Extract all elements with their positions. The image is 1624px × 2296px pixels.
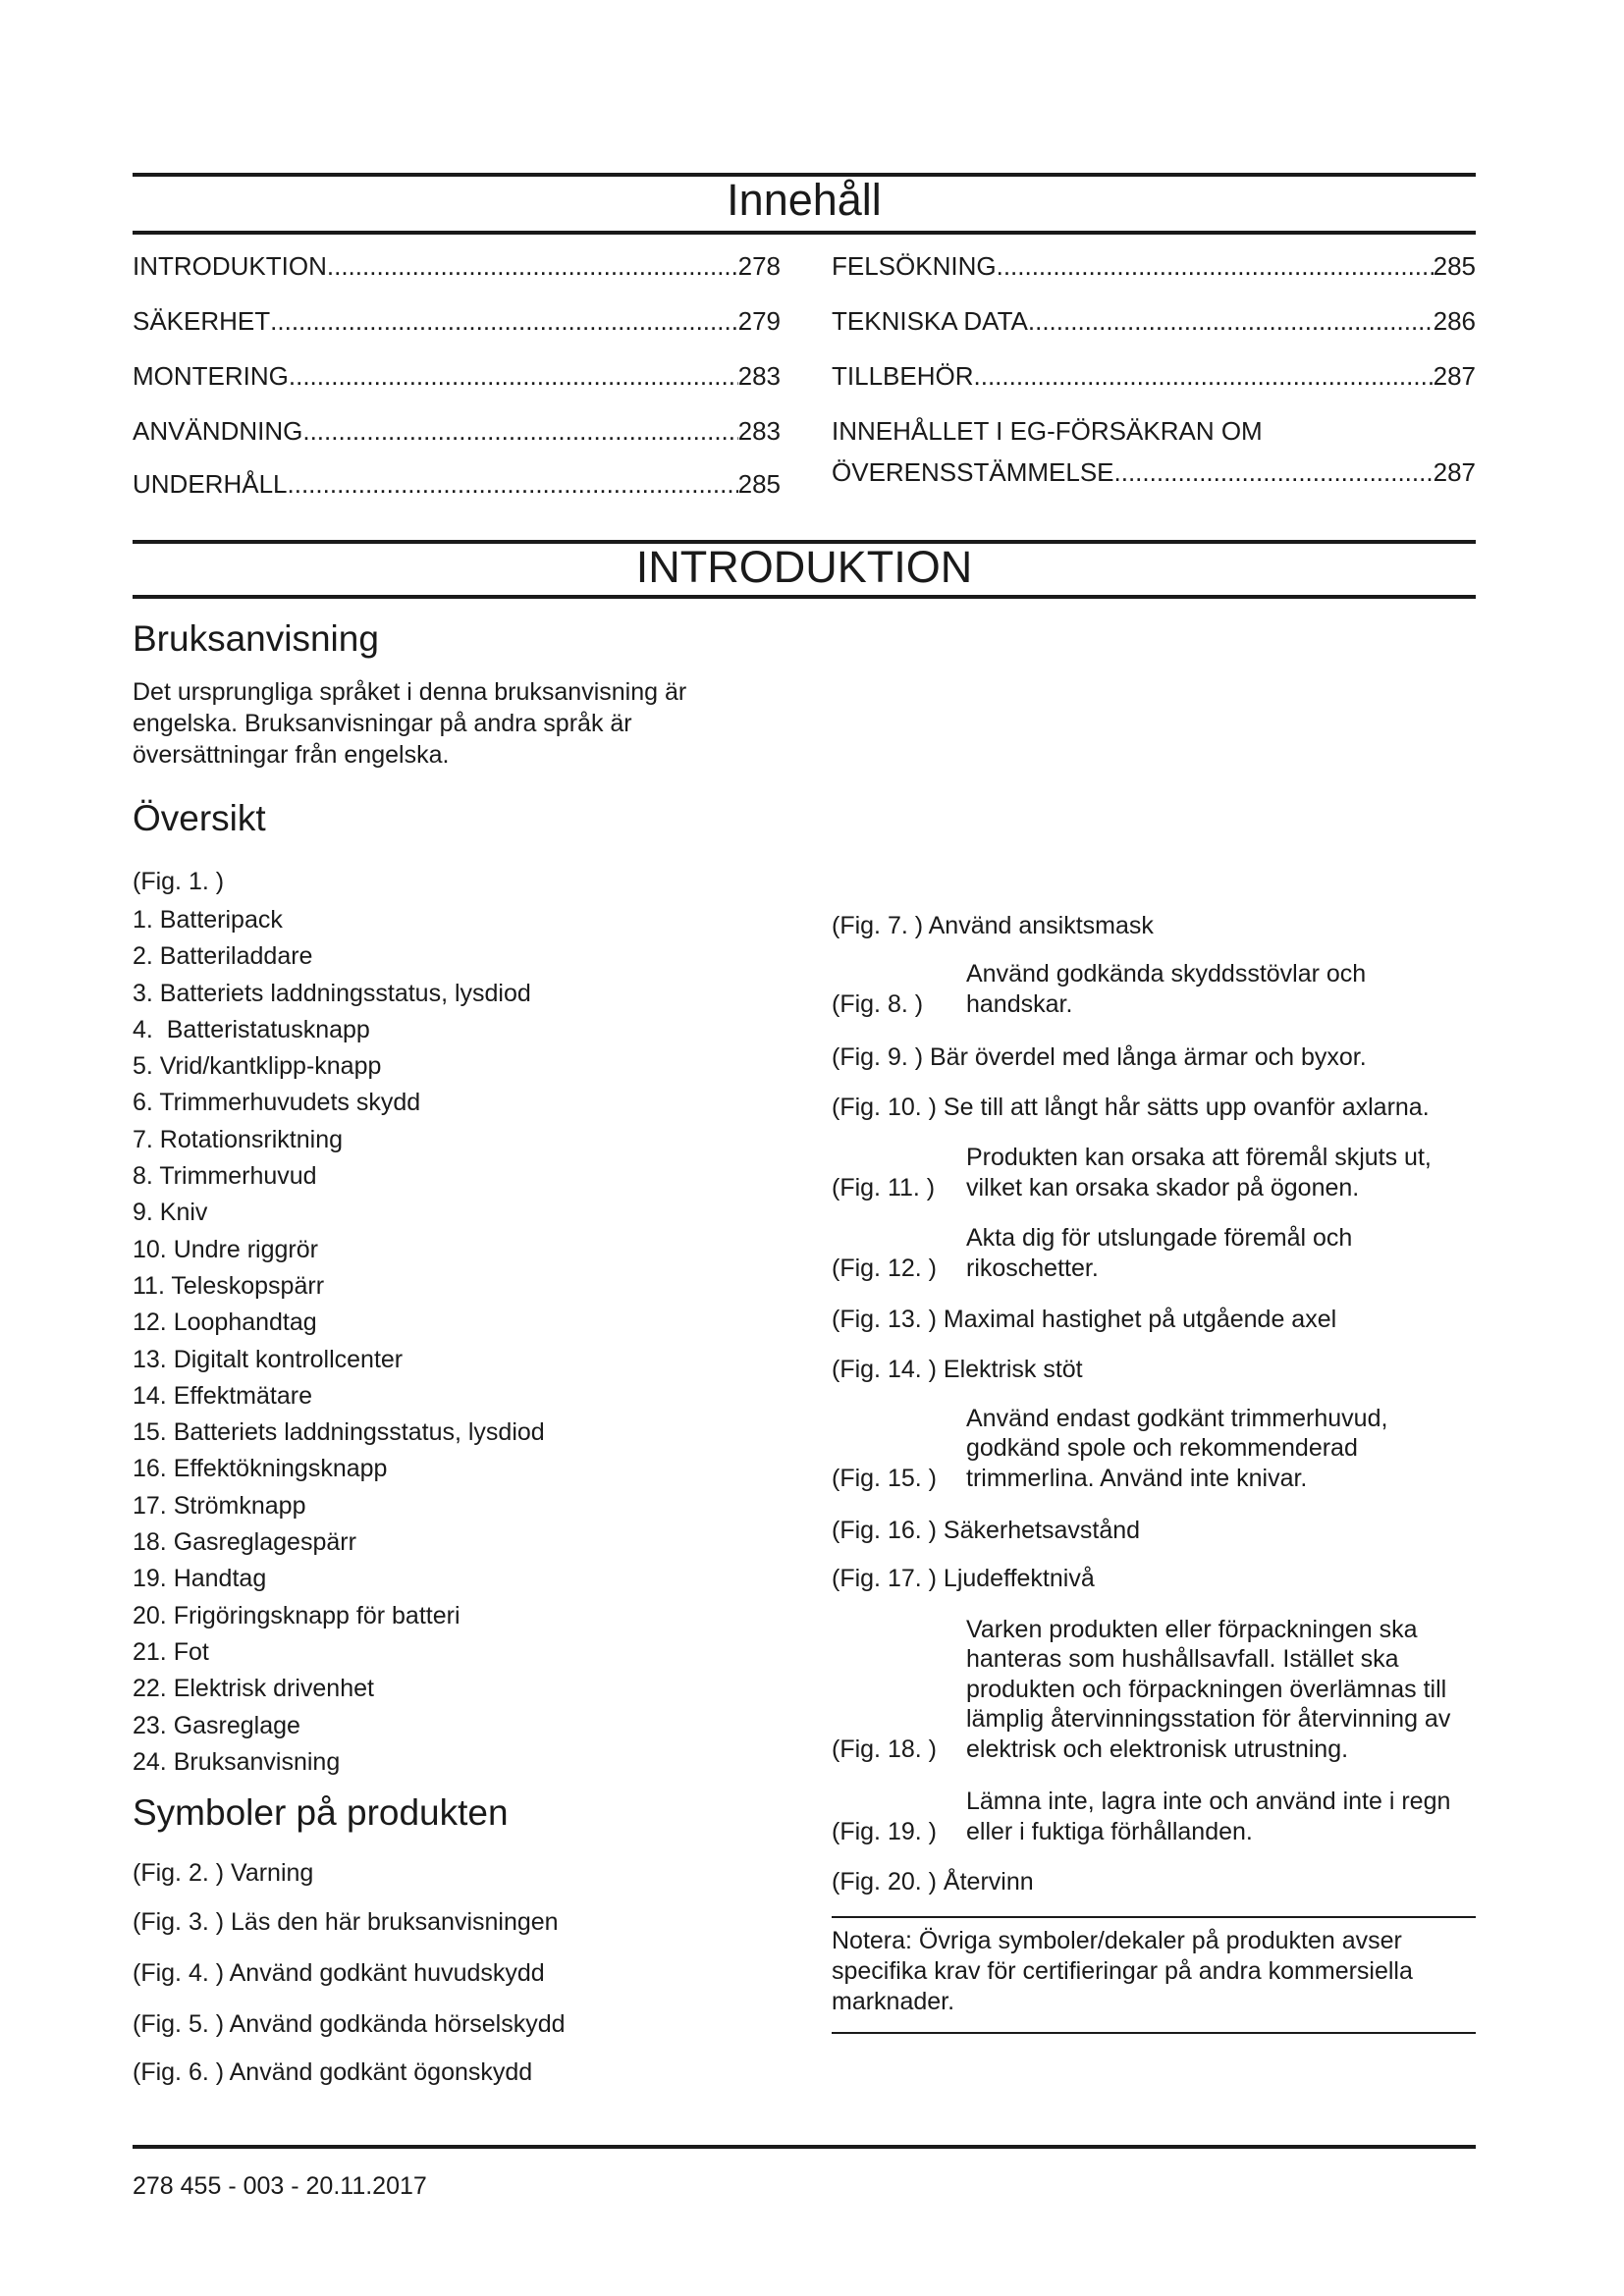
fig-text-line: rikoschetter. — [966, 1254, 1099, 1282]
note-bottom-rule — [832, 2032, 1476, 2034]
list-item: 3. Batteriets laddningsstatus, lysdiod — [133, 979, 531, 1007]
note-line: marknader. — [832, 1988, 955, 2015]
fig-text-line: elektrisk och elektronisk utrustning. — [966, 1735, 1349, 1763]
list-item: 19. Handtag — [133, 1565, 267, 1593]
toc-item-eg-forsakran[interactable]: INNEHÅLLET I EG-FÖRSÄKRAN OM — [832, 416, 1263, 446]
symbol-fig-11 — [832, 1141, 1480, 1202]
fig-label: (Fig. 18. ) — [832, 1735, 937, 1763]
fig-text-line: Använd godkända skyddsstövlar och — [966, 960, 1367, 988]
list-item: 16. Effektökningsknapp — [133, 1455, 388, 1483]
fig-text-line: eller i fuktiga förhållanden. — [966, 1817, 1253, 1845]
list-item: 17. Strömknapp — [133, 1491, 306, 1520]
list-item: 14. Effektmätare — [133, 1381, 312, 1410]
toc-item-sakerhet[interactable]: SÄKERHET ..... 279 — [133, 306, 781, 336]
fig-text — [966, 1787, 1480, 1846]
fig-text-line: hanteras som hushållsavfall. Istället ska — [966, 1645, 1399, 1673]
list-item: 20. Frigöringsknapp för batteri — [133, 1601, 460, 1629]
symbol-fig-6: (Fig. 6. ) Använd godkänt ögonskydd — [133, 2058, 533, 2086]
fig-text — [966, 1404, 1480, 1494]
fig-text-line: Varken produkten eller förpackningen ska — [966, 1615, 1418, 1643]
fig-text-line: Produkten kan orsaka att föremål skjuts ut, — [966, 1144, 1432, 1171]
fig-text — [966, 1143, 1480, 1202]
list-item: 15. Batteriets laddningsstatus, lysdiod — [133, 1418, 545, 1447]
symbol-fig-7: (Fig. 7. ) Använd ansiktsmask — [832, 912, 1154, 939]
list-item: 10. Undre riggrör — [133, 1235, 318, 1263]
toc-item-overensstammelse[interactable]: ÖVERENSSTÄMMELSE ..... 287 — [832, 457, 1476, 487]
fig-label: (Fig. 19. ) — [832, 1818, 937, 1845]
section-bottom-rule — [133, 595, 1476, 599]
symbol-fig-16: (Fig. 16. ) Säkerhetsavstånd — [832, 1517, 1141, 1544]
fig-text-line: lämplig återvinningsstation för återvinning av — [966, 1705, 1451, 1733]
list-item: 18. Gasreglagespärr — [133, 1528, 356, 1557]
symbol-fig-14: (Fig. 14. ) Elektrisk stöt — [832, 1356, 1083, 1383]
fig-text-line: Lämna inte, lagra inte och använd inte i regn — [966, 1788, 1451, 1815]
symbols-heading: Symboler på produkten — [133, 1792, 509, 1833]
footer-rule — [133, 2145, 1476, 2149]
toc-title: Innehåll — [727, 175, 882, 225]
fig-text — [966, 1615, 1480, 1765]
list-item: 22. Elektrisk drivenhet — [133, 1675, 374, 1703]
fig-label: (Fig. 12. ) — [832, 1255, 937, 1282]
list-item: 13. Digitalt kontrollcenter — [133, 1345, 404, 1373]
toc-item-underhall[interactable]: UNDERHÅLL ..... 285 — [133, 469, 781, 499]
list-item: 24. Bruksanvisning — [133, 1747, 341, 1776]
toc-left-column — [133, 251, 781, 507]
footer-doc-id: 278 455 - 003 - 20.11.2017 — [133, 2172, 427, 2200]
note-text: Övriga symboler/dekaler på produkten avser — [911, 1927, 1402, 1954]
fig-text-line: vilket kan orsaka skador på ögonen. — [966, 1173, 1360, 1201]
fig-text-line: trimmerlina. Använd inte knivar. — [966, 1464, 1308, 1492]
note-label: Notera: — [832, 1927, 912, 1954]
note-top-rule — [832, 1916, 1476, 1918]
toc-item-anvandning[interactable]: ANVÄNDNING ..... 283 — [133, 416, 781, 446]
overview-list — [133, 902, 781, 1781]
symbol-fig-20: (Fig. 20. ) Återvinn — [832, 1868, 1034, 1896]
overview-heading: Översikt — [133, 798, 266, 838]
toc-item-introduktion[interactable]: INTRODUKTION ..... 278 — [133, 251, 781, 281]
fig-text-line: godkänd spole och rekommenderad — [966, 1434, 1358, 1462]
fig-text-line: produkten och förpackningen överlämnas till — [966, 1675, 1447, 1703]
manual-text — [133, 676, 781, 771]
note-box — [832, 1926, 1476, 2017]
list-item: 1. Batteripack — [133, 906, 283, 934]
list-item: 9. Kniv — [133, 1199, 208, 1227]
toc-item-felsokning[interactable]: FELSÖKNING ..... 285 — [832, 251, 1476, 281]
manual-line: engelska. Bruksanvisningar på andra språk är — [133, 710, 632, 737]
fig-text-line: handskar. — [966, 989, 1073, 1018]
symbol-fig-13: (Fig. 13. ) Maximal hastighet på utgående axel — [832, 1306, 1337, 1333]
list-item: 7. Rotationsriktning — [133, 1125, 344, 1153]
fig-label: (Fig. 15. ) — [832, 1465, 937, 1492]
fig-label: (Fig. 8. ) — [832, 990, 924, 1018]
toc-item-tillbehor[interactable]: TILLBEHÖR ..... 287 — [832, 361, 1476, 391]
symbol-fig-12 — [832, 1221, 1480, 1283]
manual-line: översättningar från engelska. — [133, 741, 450, 769]
symbol-fig-17: (Fig. 17. ) Ljudeffektnivå — [832, 1565, 1095, 1592]
list-item: 12. Loophandtag — [133, 1308, 317, 1337]
list-item: 23. Gasreglage — [133, 1711, 300, 1739]
toc-item-tekniska-data[interactable]: TEKNISKA DATA ..... 286 — [832, 306, 1476, 336]
symbol-fig-18 — [832, 1612, 1480, 1764]
section-title: INTRODUKTION — [635, 542, 973, 592]
overview-fig-ref: (Fig. 1. ) — [133, 868, 225, 895]
list-item: 11. Teleskopspärr — [133, 1271, 325, 1300]
symbol-fig-19 — [832, 1785, 1480, 1846]
symbol-fig-10: (Fig. 10. ) Se till att långt hår sätts upp ovanför axlarna. — [832, 1094, 1430, 1121]
manual-line: Det ursprungliga språket i denna bruksanvisning är — [133, 678, 687, 706]
list-item: 2. Batteriladdare — [133, 942, 313, 971]
symbol-fig-3: (Fig. 3. ) Läs den här bruksanvisningen — [133, 1908, 559, 1936]
note-line — [832, 1926, 1476, 1956]
symbol-fig-8 — [832, 957, 1480, 1019]
toc-right-column — [832, 251, 1476, 497]
symbol-fig-4: (Fig. 4. ) Använd godkänt huvudskydd — [133, 1959, 545, 1987]
list-item: 8. Trimmerhuvud — [133, 1162, 317, 1191]
toc-item-montering[interactable]: MONTERING ..... 283 — [133, 361, 781, 391]
fig-text — [966, 1223, 1480, 1283]
symbol-fig-15 — [832, 1402, 1480, 1493]
fig-text-line: Använd endast godkänt trimmerhuvud, — [966, 1404, 1388, 1432]
fig-text-line: Akta dig för utslungade föremål och — [966, 1224, 1353, 1252]
note-line: specifika krav för certifieringar på andra kommersiella — [832, 1957, 1413, 1985]
list-item: 21. Fot — [133, 1637, 209, 1666]
symbol-fig-9: (Fig. 9. ) Bär överdel med långa ärmar och byxor. — [832, 1043, 1367, 1071]
fig-label: (Fig. 11. ) — [832, 1174, 936, 1201]
manual-heading: Bruksanvisning — [133, 618, 379, 659]
list-item: 6. Trimmerhuvudets skydd — [133, 1089, 421, 1117]
symbol-fig-2: (Fig. 2. ) Varning — [133, 1859, 314, 1887]
symbol-fig-5: (Fig. 5. ) Använd godkända hörselskydd — [133, 2010, 566, 2038]
toc-bottom-rule — [133, 231, 1476, 235]
fig-text — [966, 959, 1480, 1019]
list-item: 4. Batteristatusknapp — [133, 1015, 370, 1043]
list-item: 5. Vrid/kantklipp-knapp — [133, 1052, 382, 1081]
